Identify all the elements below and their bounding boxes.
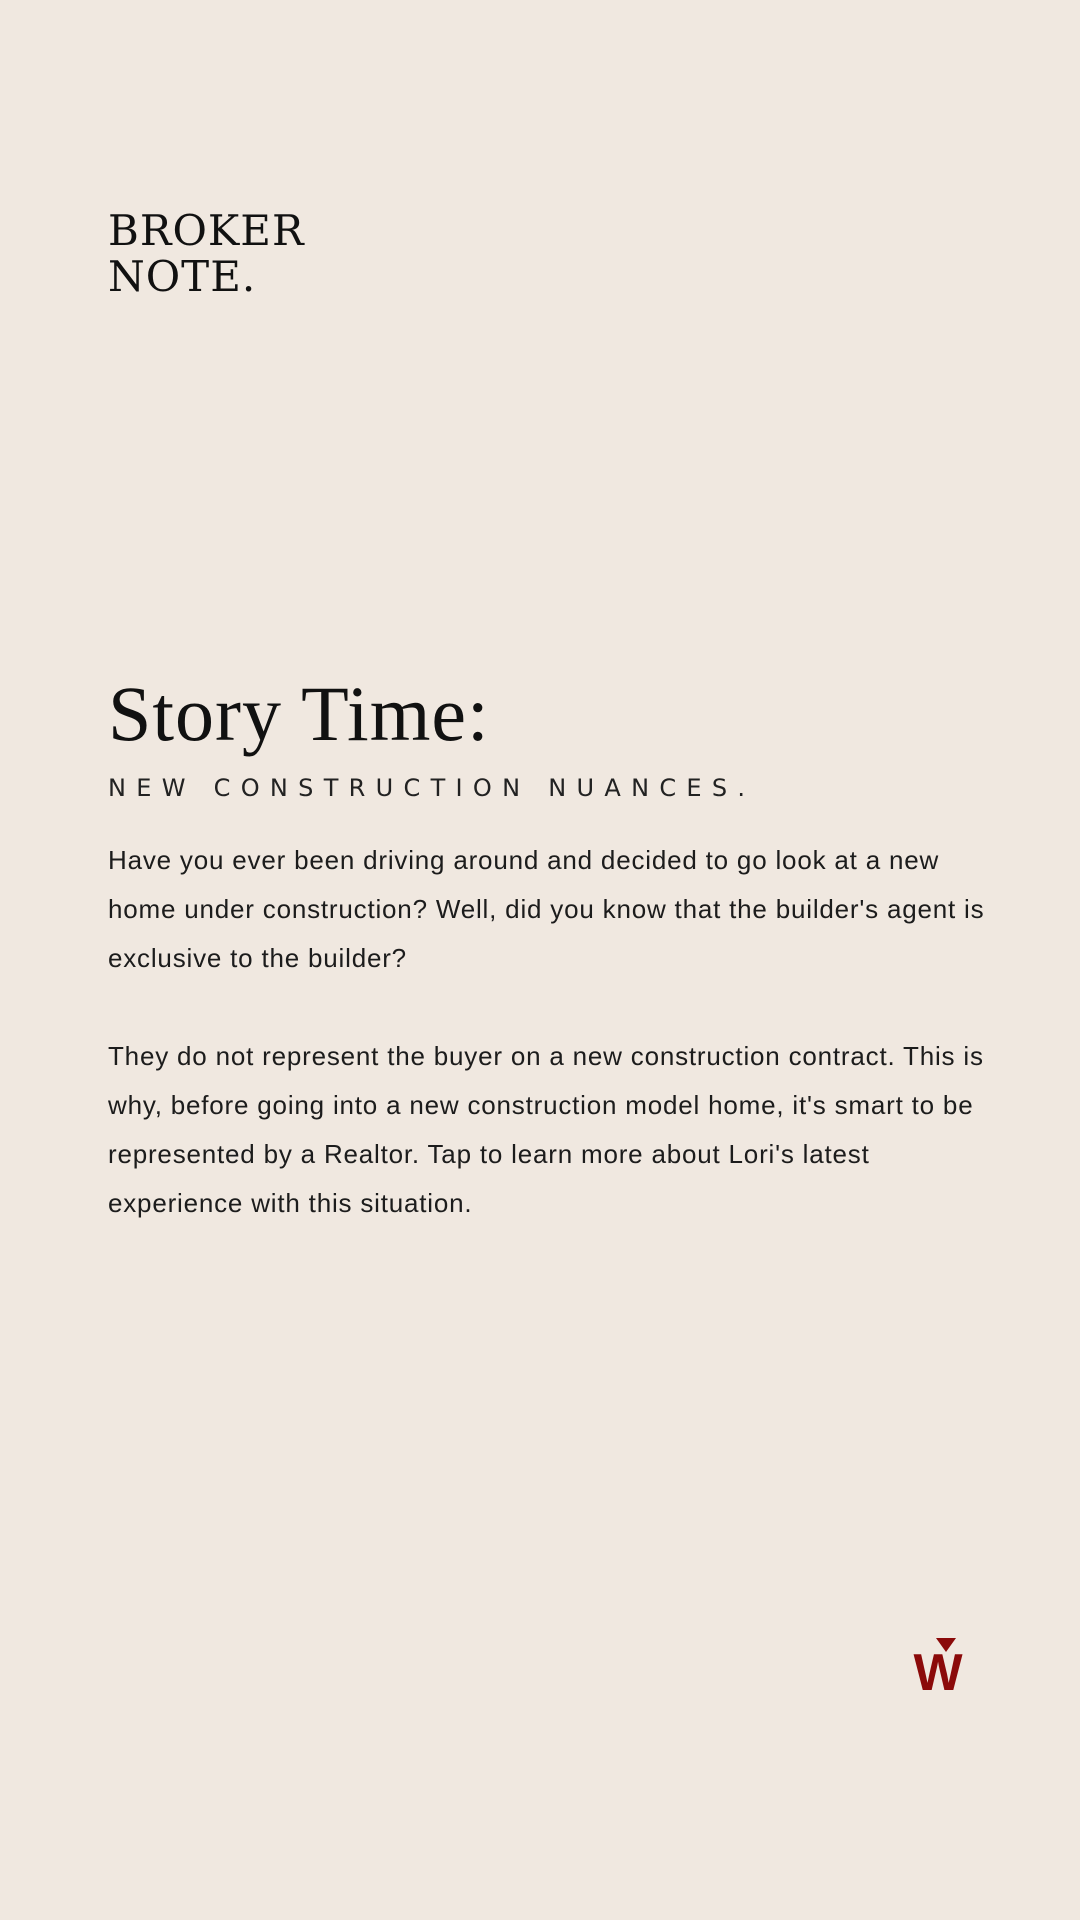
story-subtitle: NEW CONSTRUCTION NUANCES.: [108, 774, 756, 802]
wordmark-line-1: BROKER: [108, 206, 305, 255]
logo-letter: W: [913, 1644, 963, 1692]
broker-note-wordmark: [108, 208, 305, 300]
wordmark-line-2: NOTE.: [108, 252, 257, 301]
story-paragraph-2: They do not represent the buyer on a new construction contract. This is why, before going into a new construction model home, it's smart to be represented by a Realtor. Tap to learn more about Lori's latest experience with this situation.: [108, 1041, 984, 1218]
story-paragraph-1: Have you ever been driving around and decided to go look at a new home under construction? Well, did you know that the builder's agent is exclusive to the builder?: [108, 845, 985, 973]
w-logo-icon[interactable]: [906, 1636, 970, 1692]
story-body[interactable]: [108, 836, 988, 1228]
story-title: Story Time:: [108, 670, 490, 757]
